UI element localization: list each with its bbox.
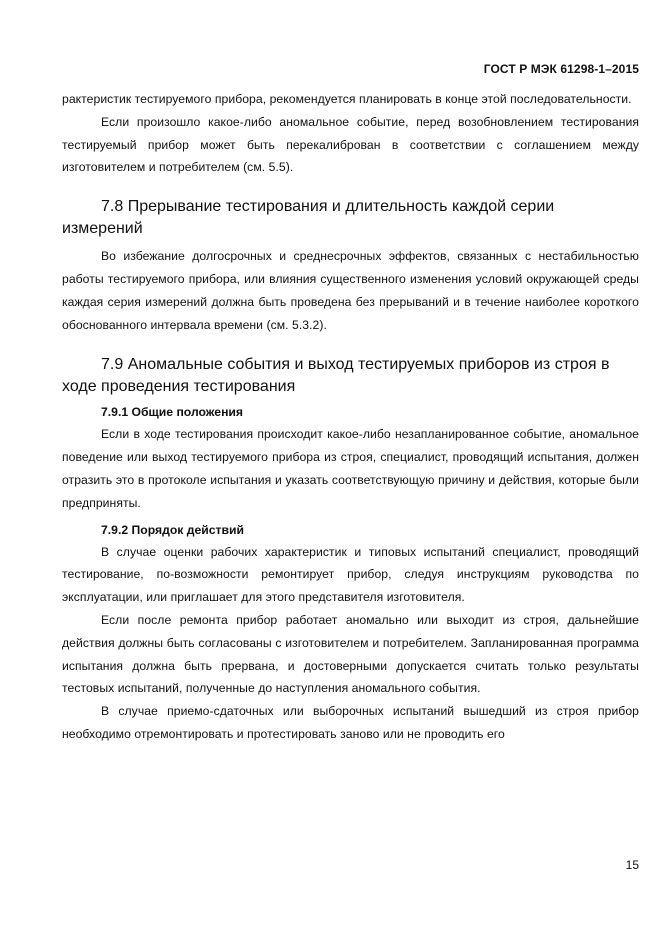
section-title-7-9: 7.9 Аномальные события и выход тестируемых приборов из строя в ходе проведения тестирования [62,356,610,396]
paragraph-7-9-2-acceptance-tests: В случае приемо-сдаточных или выборочных испытаний вышедший из строя прибор необходимо отремонтировать и протестировать заново или не проводить его [62,704,639,741]
paragraph-continuation: рактеристик тестируемого прибора, рекомендуется планировать в конце этой последовательности. [62,92,632,106]
subsection-title-7-9-1: 7.9.1 Общие положения [101,405,244,420]
document-body [62,88,639,746]
paragraph-7-9-2-repair: В случае оценки рабочих характеристик и типовых испытаний специалист, проводящий тестирование, по-возможности ремонтирует прибор, следуя инструкциям руководства по эксплуатации, или приглашает для этого представителя изготовителя. [62,544,639,605]
page-number: 15 [625,858,639,872]
paragraph-anomalous-event-recalibration: Если произошло какое-либо аномальное событие, перед возобновлением тестирования тестируемый прибор может быть перекалиброван в соответствии с соглашением между изготовителем и потребителем (см. 5.5). [62,114,639,175]
section-title-7-8: 7.8 Прерывание тестирования и длительность каждой серии измерений [62,198,555,238]
paragraph-7-9-1: Если в ходе тестирования происходит какое-либо незапланированное событие, аномальное поведение или выход тестируемого прибора из строя, специалист, проводящий испытания, должен отразить это в протоколе испытания и указать соответствующую причину и действия, которые были предприняты. [62,427,639,510]
subsection-title-7-9-2: 7.9.2 Порядок действий [101,522,244,537]
document-header: ГОСТ Р МЭК 61298-1–2015 [483,62,639,76]
paragraph-7-9-2-after-repair: Если после ремонта прибор работает аномально или выходит из строя, дальнейшие действия должны быть согласованы с изготовителем и потребителем. Запланированная программа испытания должна быть прервана, и достоверными допускается считать только результаты тестовых испытаний, полученные до наступления аномального события. [62,612,639,696]
paragraph-7-8: Во избежание долгосрочных и среднесрочных эффектов, связанных с нестабильностью работы тестируемого прибора, или влияния существенного изменения условий окружающей среды каждая серия измерений должна быть проведена без прерываний и в течение наиболее короткого обоснованного интервала времени (см. 5.3.2). [62,249,639,332]
